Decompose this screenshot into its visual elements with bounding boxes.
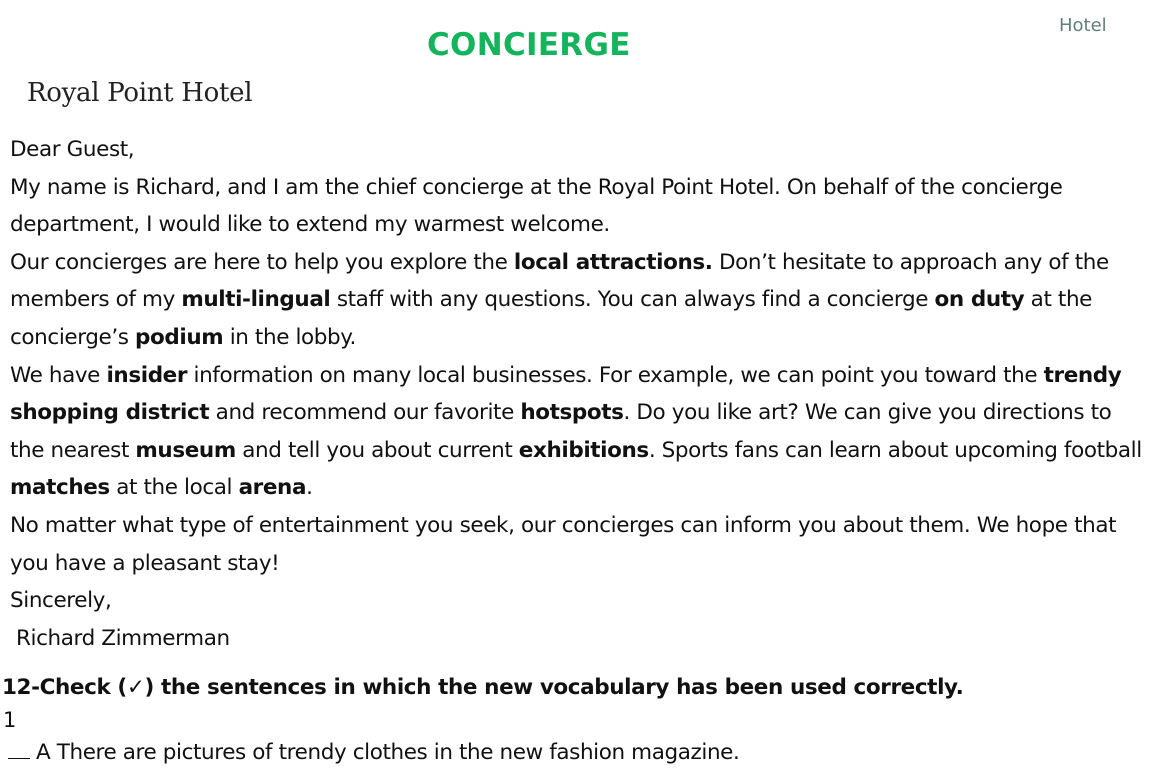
- text-span: in the lobby.: [223, 324, 356, 350]
- exercise-number: 1: [3, 708, 17, 732]
- vocab-term: local attractions.: [513, 249, 713, 275]
- text-span: Don’t hesitate to approach any of the members of my: [10, 249, 1109, 313]
- answer-blank[interactable]: [8, 740, 30, 759]
- vocab-term: matches: [10, 475, 110, 501]
- letter-paragraph-attractions: [10, 244, 1150, 357]
- text-span: at the concierge’s: [10, 287, 1092, 350]
- vocab-term: exhibitions: [518, 437, 649, 463]
- text-span: . Sports fans can learn about upcoming football: [648, 437, 1142, 463]
- letter-paragraph-intro: My name is Richard, and I am the chief concierge at the Royal Point Hotel. On behalf of the concierge department, I would like to extend my warmest welcome.: [10, 174, 1063, 238]
- letter-body: [10, 131, 1150, 657]
- text-span: and tell you about current: [235, 437, 519, 463]
- page-title: CONCIERGE: [427, 27, 631, 63]
- corner-label: Hotel: [1059, 15, 1107, 36]
- text-span: information on many local businesses. For example, we can point you toward the: [187, 362, 1044, 388]
- text-span: We have: [10, 362, 107, 388]
- letter-paragraph-closing: No matter what type of entertainment you seek, our concierges can inform you about them. We hope that you have a pleasant stay!: [10, 512, 1117, 576]
- hotel-name: Royal Point Hotel: [27, 78, 253, 108]
- vocab-term: trendy shopping district: [10, 362, 1122, 426]
- vocab-term: hotspots: [520, 400, 624, 426]
- letter-paragraph-insider: [10, 357, 1150, 507]
- vocab-term: arena: [238, 475, 307, 501]
- vocab-term: podium: [135, 324, 224, 350]
- vocab-term: museum: [135, 437, 236, 463]
- text-span: .: [306, 475, 313, 501]
- text-span: staff with any questions. You can always find a concierge: [330, 287, 935, 313]
- letter-sign-off: Sincerely,: [10, 588, 112, 614]
- exercise-item-text: A There are pictures of trendy clothes in the new fashion magazine.: [36, 740, 740, 765]
- text-span: at the local: [109, 475, 239, 501]
- text-span: . Do you like art? We can give you directions to the nearest: [10, 400, 1112, 463]
- text-span: and recommend our favorite: [209, 400, 521, 426]
- vocab-term: insider: [106, 362, 188, 388]
- letter-greeting: Dear Guest,: [10, 137, 135, 162]
- exercise-heading: 12-Check (✓) the sentences in which the new vocabulary has been used correctly.: [2, 675, 964, 700]
- exercise-item: [8, 740, 739, 765]
- text-span: Our concierges are here to help you explore the: [10, 249, 514, 275]
- letter-signature: Richard Zimmerman: [16, 625, 230, 651]
- vocab-term: on duty: [934, 287, 1025, 313]
- vocab-term: multi-lingual: [181, 287, 331, 313]
